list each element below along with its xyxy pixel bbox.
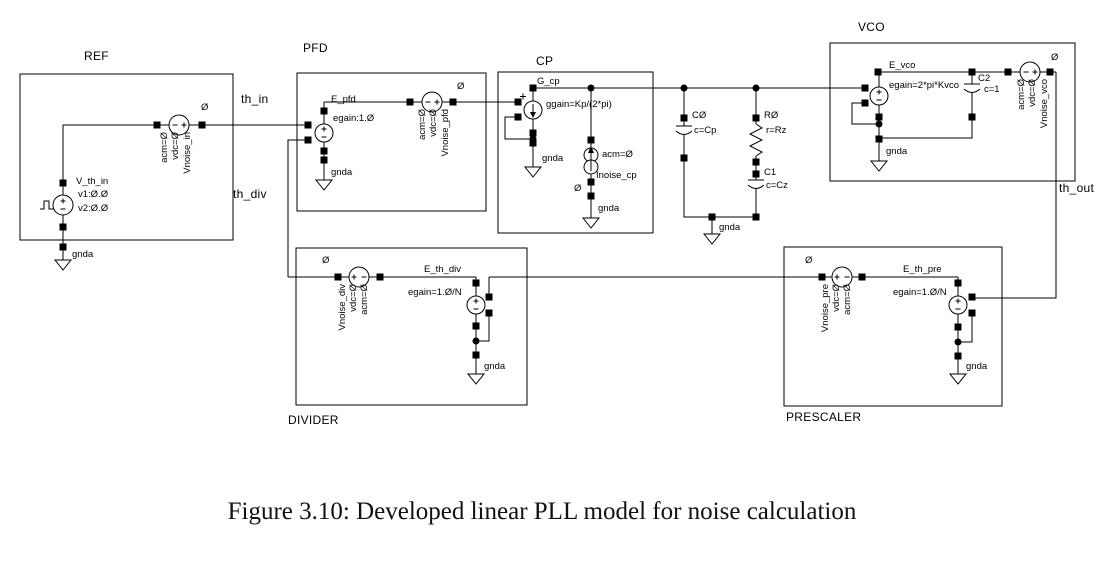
vnoise-vco-vdc-label: vdc=Ø — [1027, 79, 1038, 107]
vnoise-in-name-label: Vnoise_in — [182, 132, 193, 174]
junction-dots — [473, 85, 962, 346]
filter-gnda-label: gnda — [719, 222, 741, 233]
ethdiv-name-label: E_th_div — [424, 264, 461, 275]
divider-ground-icon — [468, 374, 484, 384]
cp-ground-icon — [525, 167, 541, 177]
loop-filter-wires — [676, 88, 764, 234]
vco-gnda-label: gnda — [886, 146, 908, 157]
th-div-wire — [288, 140, 476, 277]
wires — [40, 72, 1056, 374]
vco-ground-icon — [871, 161, 887, 171]
vnoise-pfd-name-label: Vnoise_pfd — [440, 109, 451, 157]
vnoise-pfd-vdc-label: vdc=Ø — [428, 109, 439, 137]
evco-gain-label: egain=2*pi*Kvco — [889, 80, 959, 91]
vnoise-in-acm-label: acm=Ø — [159, 132, 170, 163]
inoise-name-label: Inoise_cp — [596, 170, 637, 181]
divider-block-outline — [296, 248, 527, 405]
ground-symbols — [55, 161, 966, 384]
prescaler-gnda-label: gnda — [966, 361, 988, 372]
vthin-name-label: V_th_in — [76, 176, 109, 187]
c0-value-label: c=Cp — [694, 125, 717, 136]
ethpre-gain-label: egain=1.Ø/N — [893, 287, 947, 298]
vnoise-in-net-label: Ø — [201, 102, 209, 113]
inoise-net-label: Ø — [574, 183, 582, 194]
epfd-name-label: E_pfd — [331, 94, 356, 105]
vnoise-pre-vdc-label: vdc=Ø — [831, 284, 842, 312]
ref-ground-icon — [55, 260, 71, 270]
c1-name-label: C1 — [764, 167, 777, 178]
ref-gnda-label: gnda — [72, 249, 94, 260]
evco-name-label: E_vco — [889, 60, 916, 71]
prescaler-block-outline — [784, 247, 1002, 406]
vnoise-pre-net-label: Ø — [805, 255, 813, 266]
c2-name-label: C2 — [978, 73, 991, 84]
c1-value-label: c=Cz — [766, 180, 788, 191]
vnoise-pre-acm-label: acm=Ø — [842, 284, 853, 315]
vnoise-pfd-net-label: Ø — [457, 81, 465, 92]
vnoise-vco-name-label: Vnoise_vco — [1039, 79, 1050, 129]
divider-block-title: DIVIDER — [288, 413, 339, 427]
pfd-block-title: PFD — [303, 41, 328, 55]
vnoise-pre-name-label: Vnoise_pre — [820, 284, 831, 333]
ref-block-outline — [20, 74, 233, 240]
r0-value-label: r=Rz — [766, 125, 787, 136]
ref-block-title: REF — [84, 49, 109, 63]
vthin-v2-label: v2:Ø.Ø — [78, 203, 109, 214]
vthin-pulse-source-symbol — [53, 195, 73, 215]
figure-caption: Figure 3.10: Developed linear PLL model for noise calculation — [227, 498, 857, 525]
terminal-squares — [60, 69, 1054, 360]
vnoise-in-vdc-label: vdc=Ø — [170, 132, 181, 160]
vco-block-title: VCO — [858, 20, 885, 34]
gcp-name-label: G_cp — [537, 76, 560, 87]
vthin-v1-label: v1:Ø.Ø — [78, 189, 109, 200]
net-label-th-out: th_out — [1059, 181, 1095, 195]
filter-ground-icon — [704, 234, 720, 244]
cp-noise-gnda-label: gnda — [598, 203, 620, 214]
divider-wires — [476, 277, 958, 374]
vnoise-div-acm-label: acm=Ø — [359, 284, 370, 315]
vnoise-pfd-acm-label: acm=Ø — [417, 109, 428, 140]
ethpre-name-label: E_th_pre — [903, 264, 942, 275]
pfd-ground-icon — [316, 180, 332, 190]
block-outlines — [20, 43, 1075, 406]
c0-name-label: CØ — [692, 110, 707, 121]
prescaler-block-title: PRESCALER — [786, 410, 862, 424]
c2-value-label: c=1 — [984, 84, 1000, 95]
cp-block-title: CP — [536, 54, 554, 68]
pfd-gnda-label: gnda — [331, 167, 353, 178]
vnoise-div-vdc-label: vdc=Ø — [348, 284, 359, 312]
gcp-gain-label: ggain=Kp/(2*pi) — [546, 99, 612, 110]
divider-gnda-label: gnda — [484, 361, 506, 372]
vnoise-div-net-label: Ø — [322, 255, 330, 266]
r0-name-label: RØ — [764, 110, 779, 121]
vnoise-div-name-label: Vnoise_div — [337, 284, 348, 331]
cp-noise-ground-icon — [583, 218, 599, 228]
vnoise-vco-net-label: Ø — [1051, 52, 1059, 63]
prescaler-ground-icon — [950, 374, 966, 384]
cp-gnda-label: gnda — [542, 153, 564, 164]
net-label-th-in: th_in — [241, 92, 269, 106]
epfd-gain-label: egain:1.Ø — [333, 113, 375, 124]
inoise-acm-label: acm=Ø — [602, 149, 633, 160]
vnoise-vco-acm-label: acm=Ø — [1016, 79, 1027, 110]
net-label-th-div: th_div — [233, 187, 267, 201]
ethdiv-gain-label: egain=1.Ø/N — [408, 287, 462, 298]
